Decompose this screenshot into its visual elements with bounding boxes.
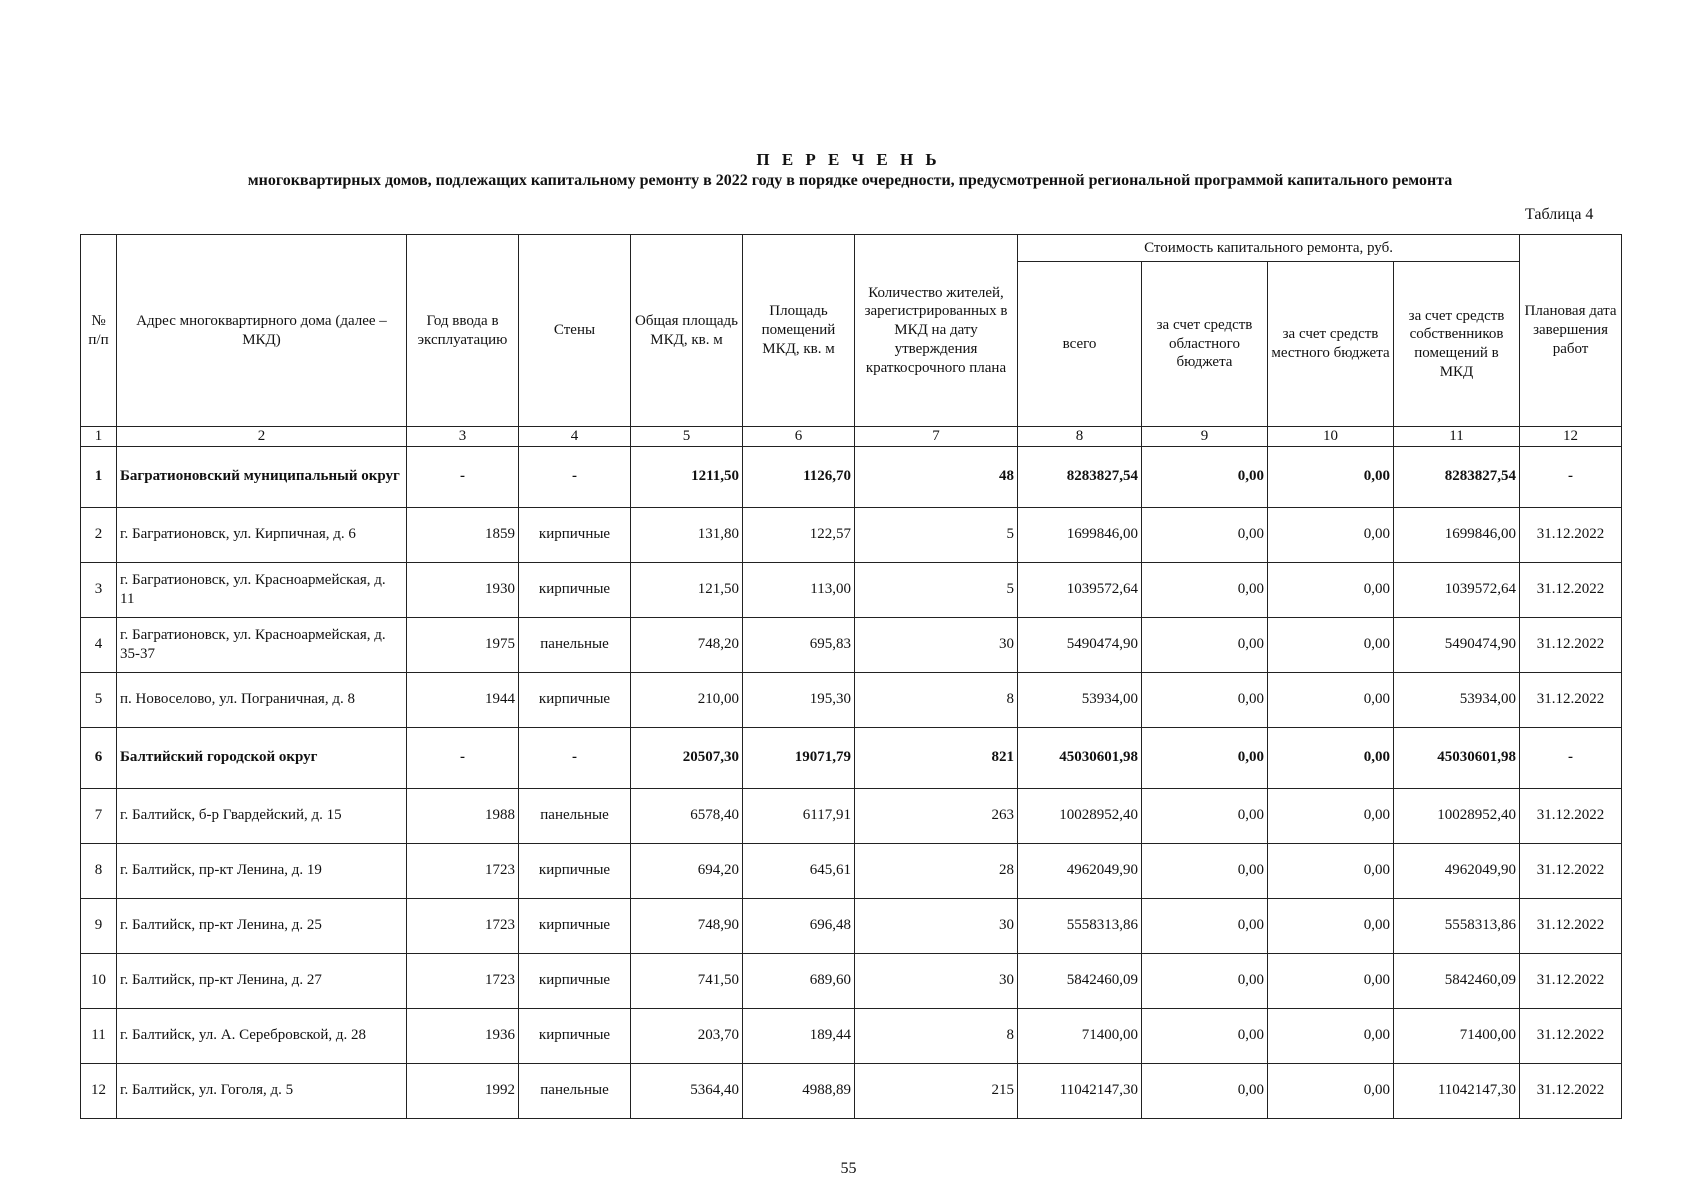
table-row [81, 672, 1622, 727]
column-number: 8 [1018, 427, 1142, 447]
table-row [81, 617, 1622, 672]
column-number: 2 [117, 427, 407, 447]
column-number: 5 [631, 427, 743, 447]
row-total-area: 121,50 [631, 562, 743, 617]
row-cost-total: 1699846,00 [1018, 507, 1142, 562]
row-cost-total: 53934,00 [1018, 672, 1142, 727]
row-num: 2 [81, 507, 117, 562]
row-cost-owners: 4962049,90 [1394, 843, 1520, 898]
table-row [81, 898, 1622, 953]
row-cost-owners: 5490474,90 [1394, 617, 1520, 672]
column-number: 9 [1142, 427, 1268, 447]
row-address: Балтийский городской округ [117, 727, 407, 788]
row-date: 31.12.2022 [1520, 898, 1622, 953]
row-residents: 5 [855, 562, 1018, 617]
row-year: 1988 [407, 788, 519, 843]
header-premises-area: Площадь помещений МКД, кв. м [743, 235, 855, 427]
header-cost-total: всего [1018, 262, 1142, 427]
header-walls: Стены [519, 235, 631, 427]
row-total-area: 741,50 [631, 953, 743, 1008]
row-address: г. Багратионовск, ул. Кирпичная, д. 6 [117, 507, 407, 562]
row-premises-area: 6117,91 [743, 788, 855, 843]
column-number: 3 [407, 427, 519, 447]
row-cost-owners: 1699846,00 [1394, 507, 1520, 562]
row-address: г. Балтийск, ул. Гоголя, д. 5 [117, 1063, 407, 1118]
row-premises-area: 696,48 [743, 898, 855, 953]
row-cost-regional: 0,00 [1142, 953, 1268, 1008]
row-walls: кирпичные [519, 507, 631, 562]
row-premises-area: 122,57 [743, 507, 855, 562]
row-cost-total: 5558313,86 [1018, 898, 1142, 953]
table-row [81, 507, 1622, 562]
row-cost-regional: 0,00 [1142, 446, 1268, 507]
row-address: п. Новоселово, ул. Пограничная, д. 8 [117, 672, 407, 727]
row-cost-total: 5842460,09 [1018, 953, 1142, 1008]
row-cost-owners: 8283827,54 [1394, 446, 1520, 507]
row-address: г. Багратионовск, ул. Красноармейская, д. 35-37 [117, 617, 407, 672]
row-cost-local: 0,00 [1268, 788, 1394, 843]
row-premises-area: 189,44 [743, 1008, 855, 1063]
row-year: 1723 [407, 843, 519, 898]
row-date: 31.12.2022 [1520, 788, 1622, 843]
row-cost-local: 0,00 [1268, 1008, 1394, 1063]
row-date: 31.12.2022 [1520, 507, 1622, 562]
row-num: 12 [81, 1063, 117, 1118]
row-cost-owners: 11042147,30 [1394, 1063, 1520, 1118]
row-walls: - [519, 446, 631, 507]
document-title: П Е Р Е Ч Е Н Ь [756, 150, 941, 169]
row-cost-regional: 0,00 [1142, 1063, 1268, 1118]
row-residents: 263 [855, 788, 1018, 843]
row-cost-local: 0,00 [1268, 672, 1394, 727]
row-walls: - [519, 727, 631, 788]
row-year: 1944 [407, 672, 519, 727]
row-year: - [407, 446, 519, 507]
column-number: 12 [1520, 427, 1622, 447]
row-cost-regional: 0,00 [1142, 617, 1268, 672]
row-cost-owners: 10028952,40 [1394, 788, 1520, 843]
row-total-area: 694,20 [631, 843, 743, 898]
row-num: 6 [81, 727, 117, 788]
header-residents: Количество жителей, зарегистрированных в МКД на дату утверждения краткосрочного плана [855, 235, 1018, 427]
row-address: г. Балтийск, пр-кт Ленина, д. 19 [117, 843, 407, 898]
row-cost-owners: 1039572,64 [1394, 562, 1520, 617]
header-planned-date: Плановая дата завершения работ [1520, 235, 1622, 427]
table-row-summary [81, 727, 1622, 788]
row-cost-total: 45030601,98 [1018, 727, 1142, 788]
row-premises-area: 113,00 [743, 562, 855, 617]
header-year: Год ввода в эксплуатацию [407, 235, 519, 427]
row-cost-local: 0,00 [1268, 446, 1394, 507]
row-num: 3 [81, 562, 117, 617]
row-date: 31.12.2022 [1520, 843, 1622, 898]
row-year: 1930 [407, 562, 519, 617]
column-number: 4 [519, 427, 631, 447]
row-cost-regional: 0,00 [1142, 507, 1268, 562]
row-address: г. Балтийск, б-р Гвардейский, д. 15 [117, 788, 407, 843]
row-num: 8 [81, 843, 117, 898]
row-num: 5 [81, 672, 117, 727]
column-number: 11 [1394, 427, 1520, 447]
column-number-row [81, 427, 1622, 447]
row-date: 31.12.2022 [1520, 562, 1622, 617]
header-cost-group: Стоимость капитального ремонта, руб. [1018, 235, 1520, 262]
row-walls: панельные [519, 1063, 631, 1118]
row-date: - [1520, 727, 1622, 788]
row-residents: 8 [855, 672, 1018, 727]
row-cost-owners: 5842460,09 [1394, 953, 1520, 1008]
row-cost-regional: 0,00 [1142, 843, 1268, 898]
header-cost-owners: за счет средств собственников помещений в МКД [1394, 262, 1520, 427]
row-cost-total: 11042147,30 [1018, 1063, 1142, 1118]
row-cost-local: 0,00 [1268, 562, 1394, 617]
row-walls: кирпичные [519, 1008, 631, 1063]
row-cost-local: 0,00 [1268, 953, 1394, 1008]
row-total-area: 210,00 [631, 672, 743, 727]
column-number: 1 [81, 427, 117, 447]
row-cost-total: 1039572,64 [1018, 562, 1142, 617]
row-year: 1975 [407, 617, 519, 672]
row-num: 10 [81, 953, 117, 1008]
row-premises-area: 19071,79 [743, 727, 855, 788]
row-num: 1 [81, 446, 117, 507]
row-premises-area: 1126,70 [743, 446, 855, 507]
row-total-area: 6578,40 [631, 788, 743, 843]
table-row [81, 1063, 1622, 1118]
row-address: г. Балтийск, пр-кт Ленина, д. 27 [117, 953, 407, 1008]
document-subtitle: многоквартирных домов, подлежащих капитальному ремонту в 2022 году в порядке очередности, предусмотренной региональной программой капитального ремонта [247, 172, 1453, 189]
row-cost-local: 0,00 [1268, 1063, 1394, 1118]
row-cost-regional: 0,00 [1142, 1008, 1268, 1063]
row-cost-local: 0,00 [1268, 507, 1394, 562]
header-row-top [81, 235, 1622, 262]
row-total-area: 5364,40 [631, 1063, 743, 1118]
row-cost-total: 71400,00 [1018, 1008, 1142, 1063]
row-cost-total: 4962049,90 [1018, 843, 1142, 898]
row-date: 31.12.2022 [1520, 953, 1622, 1008]
row-cost-regional: 0,00 [1142, 898, 1268, 953]
table-row [81, 1008, 1622, 1063]
row-premises-area: 645,61 [743, 843, 855, 898]
row-cost-local: 0,00 [1268, 843, 1394, 898]
table-row [81, 562, 1622, 617]
row-cost-owners: 71400,00 [1394, 1008, 1520, 1063]
row-year: 1723 [407, 898, 519, 953]
row-total-area: 1211,50 [631, 446, 743, 507]
row-cost-total: 5490474,90 [1018, 617, 1142, 672]
row-num: 9 [81, 898, 117, 953]
page-number: 55 [840, 1160, 857, 1177]
row-year: 1859 [407, 507, 519, 562]
row-address: г. Балтийск, пр-кт Ленина, д. 25 [117, 898, 407, 953]
row-residents: 8 [855, 1008, 1018, 1063]
row-total-area: 20507,30 [631, 727, 743, 788]
table-row [81, 788, 1622, 843]
column-number: 6 [743, 427, 855, 447]
row-total-area: 748,90 [631, 898, 743, 953]
header-address: Адрес многоквартирного дома (далее – МКД) [117, 235, 407, 427]
capital-repair-table [80, 234, 1622, 1119]
row-residents: 821 [855, 727, 1018, 788]
row-walls: кирпичные [519, 953, 631, 1008]
row-total-area: 748,20 [631, 617, 743, 672]
row-residents: 28 [855, 843, 1018, 898]
row-address: г. Балтийск, ул. А. Серебровской, д. 28 [117, 1008, 407, 1063]
row-cost-regional: 0,00 [1142, 672, 1268, 727]
row-num: 11 [81, 1008, 117, 1063]
row-residents: 5 [855, 507, 1018, 562]
row-total-area: 203,70 [631, 1008, 743, 1063]
column-number: 7 [855, 427, 1018, 447]
header-total-area: Общая площадь МКД, кв. м [631, 235, 743, 427]
row-cost-regional: 0,00 [1142, 788, 1268, 843]
column-number: 10 [1268, 427, 1394, 447]
row-address: Багратионовский муниципальный округ [117, 446, 407, 507]
row-walls: панельные [519, 788, 631, 843]
row-walls: кирпичные [519, 898, 631, 953]
row-cost-owners: 5558313,86 [1394, 898, 1520, 953]
row-residents: 215 [855, 1063, 1018, 1118]
row-walls: кирпичные [519, 562, 631, 617]
row-residents: 30 [855, 617, 1018, 672]
row-walls: кирпичные [519, 672, 631, 727]
table-row [81, 953, 1622, 1008]
row-address: г. Багратионовск, ул. Красноармейская, д. 11 [117, 562, 407, 617]
header-cost-regional: за счет средств областного бюджета [1142, 262, 1268, 427]
row-date: 31.12.2022 [1520, 1063, 1622, 1118]
header-cost-local: за счет средств местного бюджета [1268, 262, 1394, 427]
row-cost-local: 0,00 [1268, 898, 1394, 953]
row-cost-local: 0,00 [1268, 617, 1394, 672]
row-year: 1936 [407, 1008, 519, 1063]
row-walls: кирпичные [519, 843, 631, 898]
row-cost-regional: 0,00 [1142, 727, 1268, 788]
row-residents: 30 [855, 953, 1018, 1008]
row-num: 4 [81, 617, 117, 672]
table-row-summary [81, 446, 1622, 507]
row-num: 7 [81, 788, 117, 843]
table-row [81, 843, 1622, 898]
row-cost-regional: 0,00 [1142, 562, 1268, 617]
row-date: - [1520, 446, 1622, 507]
row-premises-area: 195,30 [743, 672, 855, 727]
row-year: 1723 [407, 953, 519, 1008]
row-premises-area: 4988,89 [743, 1063, 855, 1118]
row-date: 31.12.2022 [1520, 672, 1622, 727]
row-year: - [407, 727, 519, 788]
row-residents: 48 [855, 446, 1018, 507]
row-cost-owners: 45030601,98 [1394, 727, 1520, 788]
row-walls: панельные [519, 617, 631, 672]
row-total-area: 131,80 [631, 507, 743, 562]
row-cost-total: 8283827,54 [1018, 446, 1142, 507]
row-date: 31.12.2022 [1520, 1008, 1622, 1063]
row-cost-total: 10028952,40 [1018, 788, 1142, 843]
row-cost-owners: 53934,00 [1394, 672, 1520, 727]
row-date: 31.12.2022 [1520, 617, 1622, 672]
row-year: 1992 [407, 1063, 519, 1118]
header-num: № п/п [81, 235, 117, 427]
row-premises-area: 695,83 [743, 617, 855, 672]
row-cost-local: 0,00 [1268, 727, 1394, 788]
row-residents: 30 [855, 898, 1018, 953]
row-premises-area: 689,60 [743, 953, 855, 1008]
table-label: Таблица 4 [1525, 206, 1594, 223]
